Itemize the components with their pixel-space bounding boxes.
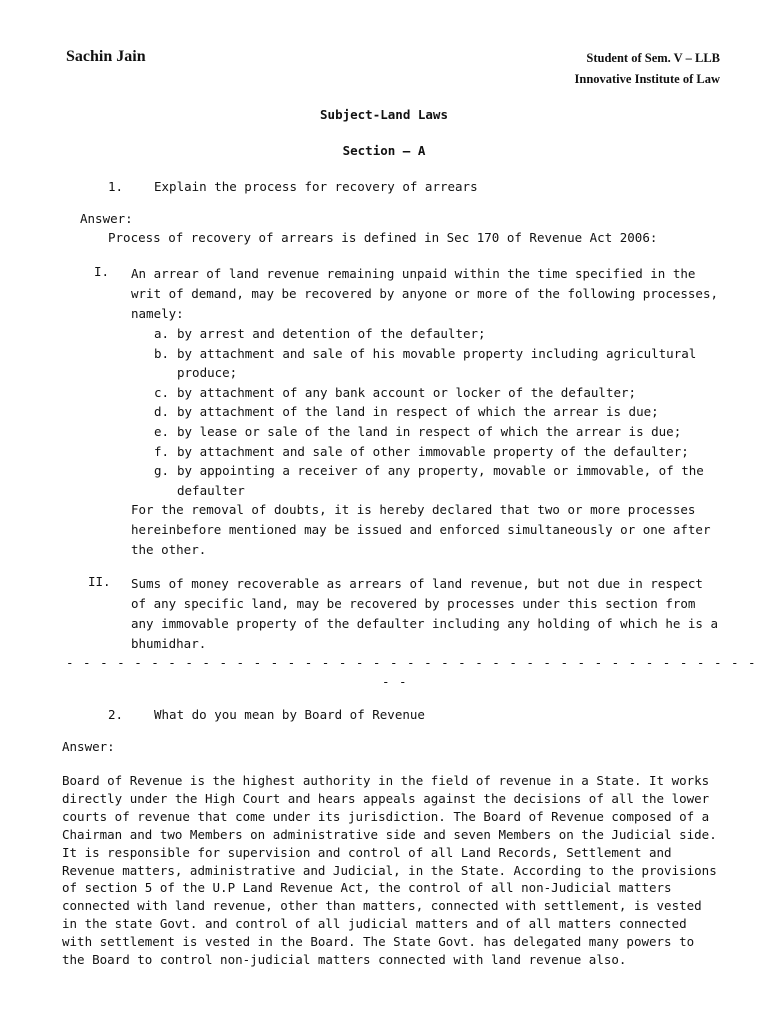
- list-item-text: by attachment and sale of other immovable property of the defaulter;: [177, 443, 689, 459]
- question-1-number: 1.: [108, 179, 124, 194]
- list-item-text: by attachment of the land in respect of which the arrear is due;: [177, 404, 659, 420]
- point-2-text-line: bhumidhar.: [131, 636, 207, 651]
- paragraph-line: directly under the High Court and hears appeals against the decisions of all the lower: [62, 790, 710, 806]
- answer-1-label: Answer:: [80, 211, 133, 226]
- list-item-text: defaulter: [177, 482, 245, 498]
- author-name: Sachin Jain: [66, 48, 146, 65]
- list-item-marker: a.: [154, 326, 170, 341]
- point-2-text-line: Sums of money recoverable as arrears of land revenue, but not due in respect: [131, 576, 703, 591]
- separator-line-end: - -: [382, 674, 408, 689]
- list-item-marker: d.: [154, 404, 170, 420]
- list-item-text: by arrest and detention of the defaulter;: [177, 326, 486, 341]
- answer-2-label: Answer:: [62, 739, 115, 754]
- list-item-text: by appointing a receiver of any property, movable or immovable, of the: [177, 463, 704, 479]
- answer-1-intro: Process of recovery of arrears is defined in Sec 170 of Revenue Act 2006:: [108, 230, 658, 245]
- question-2-text: What do you mean by Board of Revenue: [154, 707, 425, 722]
- point-2-numeral: II.: [88, 574, 111, 589]
- paragraph-line: Revenue matters, administrative and Judicial, in the State. According to the provisions: [62, 862, 717, 878]
- point-1-closing-line: hereinbefore mentioned may be issued and enforced simultaneously or one after: [131, 522, 711, 538]
- point-1-closing-line: the other.: [131, 542, 207, 558]
- paragraph-line: of section 5 of the U.P Land Revenue Act, the control of all non-Judicial matters: [62, 880, 672, 896]
- point-1-text-line: namely:: [131, 306, 184, 321]
- paragraph-line: connected with land revenue, other than matters, connected with settlement, is vested: [62, 898, 702, 914]
- point-1-numeral: I.: [94, 264, 110, 279]
- paragraph-line: the Board to control non-judicial matters connected with land revenue also.: [62, 952, 627, 967]
- question-2-number: 2.: [108, 707, 124, 722]
- list-item-marker: c.: [154, 384, 170, 400]
- list-item-text: by attachment and sale of his movable property including agricultural: [177, 345, 697, 361]
- list-item-text: produce;: [177, 365, 238, 381]
- section-title: Section – A: [342, 143, 426, 158]
- point-2-text-line: any immovable property of the defaulter including any holding of which he is a: [131, 616, 718, 631]
- question-1-text: Explain the process for recovery of arrears: [154, 179, 478, 194]
- point-1-closing-line: For the removal of doubts, it is hereby declared that two or more processes: [131, 502, 696, 518]
- paragraph-line: Chairman and two Members on administrative side and seven Members on the Judicial side.: [62, 826, 717, 842]
- list-item-marker: g.: [154, 463, 170, 479]
- list-item-marker: f.: [154, 443, 170, 459]
- list-item-text: by lease or sale of the land in respect of which the arrear is due;: [177, 424, 682, 439]
- point-1-text-line: writ of demand, may be recovered by anyone or more of the following processes,: [131, 286, 718, 301]
- separator-line: - - - - - - - - - - - - - - - - - - - - - - - - - - - - - - - - - - - - - - - - -: [66, 655, 757, 670]
- paragraph-line: with settlement is vested in the Board. The State Govt. has delegated many powers to: [62, 934, 695, 950]
- point-1-text-line: An arrear of land revenue remaining unpaid within the time specified in the: [131, 266, 696, 281]
- paragraph-line: in the state Govt. and control of all judicial matters and of all matters connected: [62, 916, 687, 932]
- list-item-text: by attachment of any bank account or locker of the defaulter;: [177, 384, 637, 400]
- institute-name: Innovative Institute of Law: [574, 72, 720, 86]
- paragraph-line: It is responsible for supervision and control of all Land Records, Settlement and: [62, 844, 672, 860]
- list-item-marker: b.: [154, 345, 170, 361]
- subject-title: Subject-Land Laws: [320, 107, 448, 122]
- paragraph-line: Board of Revenue is the highest authority in the field of revenue in a State. It works: [62, 773, 710, 788]
- point-2-text-line: of any specific land, may be recovered by processes under this section from: [131, 596, 696, 611]
- student-info: Student of Sem. V – LLB: [586, 51, 720, 65]
- paragraph-line: courts of revenue that come under its jurisdiction. The Board of Revenue composed of a: [62, 808, 710, 824]
- list-item-marker: e.: [154, 424, 170, 439]
